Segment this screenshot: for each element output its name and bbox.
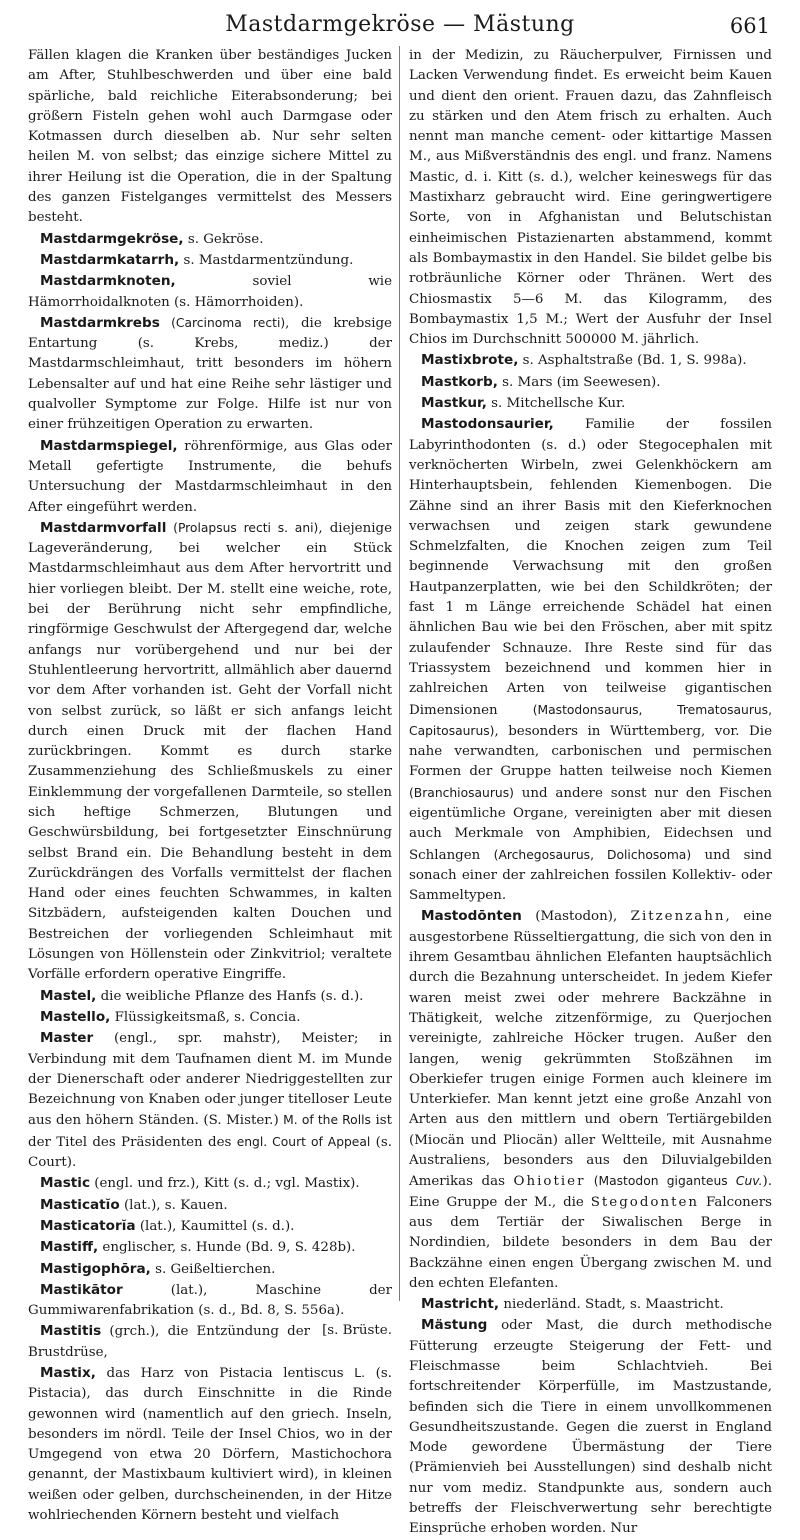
headword: Mastdarmknoten, [40, 273, 176, 290]
entry-text: und sind sonach einer der zahlreichen fossilen Kollektiv- oder Sammeltypen. [409, 847, 772, 904]
entry-text: , besonders in Württemberg, vor. Die nahe verwandten, carbonischen und permischen Formen der Gruppe hatten teilweise noch Kiemen [409, 723, 772, 780]
headword: Mästung [421, 1317, 488, 1334]
latin-term: (Mastodonsaurus, Trematosaurus, Capitosaurus) [409, 702, 772, 738]
headword: Mastodōnten [421, 908, 522, 925]
headword: Mastigophōra, [40, 1260, 151, 1277]
entry-text: s. Gekröse. [183, 231, 264, 247]
entry-masticatoria [28, 1216, 392, 1237]
headword: Mastdarmgekröse, [40, 230, 184, 247]
entry-text: (Mastodon), [521, 909, 631, 925]
entry-text: s. Asphaltstraße (Bd. 1, S. 998a). [518, 353, 747, 369]
headword: Mastixbrote, [421, 352, 519, 369]
latin-term: M. of the Rolls [283, 1113, 371, 1128]
right-column [399, 46, 772, 1537]
entry-text: soviel wie Hämorrhoidalknoten (s. Hämorrhoiden). [28, 274, 392, 310]
headword: Mastdarmkrebs [40, 314, 160, 331]
entry-mastdarmvorfall [28, 518, 392, 986]
latin-term: Cuv. [735, 1174, 763, 1189]
entry-text: (lat.), s. Kauen. [119, 1197, 228, 1213]
entry-mastel [28, 986, 392, 1007]
headword: Master [40, 1030, 94, 1047]
headword: Mastdarmkatarrh, [40, 251, 180, 268]
entry-mastixbrote [409, 350, 772, 371]
headword: Mastiff, [40, 1239, 99, 1256]
entry-text: (engl., spr. mahstr), Meister; in Verbindung mit dem Taufnamen dient M. im Munde der Dienerschaft oder anderer Niedriggestellten zur Bezeichnung von Knaben oder junger titelloser Leute aus den höhern Ständen. (S. Mister.) [28, 1031, 392, 1129]
latin-term: (Archegosaurus, Dolichosoma) [493, 847, 692, 862]
entry-text: oder Mast, die durch methodische Fütterung erzeugte Steigerung der Fett- und Fleischmasse beim Schlachtvieh. Bei fortschreitender Körperfülle, im Mastzustande, befinden sich die Tiere in einem unvollkommenen Gesundheitszustande. Gegen die zuerst in England Mode gewordene Übermästung der Tiere (Prämienvieh bei Ausstellungen) sind deshalb nicht nur vom mediz. Standpunkte aus, sondern auch betreffs der Fleischverwertung sehr berechtigte Einsprüche erhoben worden. Nur [409, 1318, 772, 1537]
page-number: 661 [729, 14, 770, 38]
entry-mastdarmspiegel [28, 436, 392, 518]
entry-mastdarmgekroese [28, 229, 392, 250]
entry-mastkorb [409, 372, 772, 393]
latin-term: (Mastodon giganteus [585, 1174, 736, 1189]
entry-text: s. Geißeltierchen. [150, 1261, 276, 1277]
spaced-term: Stegodonten [590, 1194, 700, 1210]
headword: Mastdarmvorfall [40, 519, 167, 536]
entry-mastdarmkatarrh [28, 250, 392, 271]
entry-mastigophora [28, 1259, 392, 1280]
headword: Mastix, [40, 1365, 96, 1381]
spaced-term: Ohiotier [513, 1174, 586, 1190]
latin-term: (Carcinoma recti) [159, 315, 286, 330]
entry-maestung [409, 1315, 772, 1539]
continuation-paragraph: Fällen klagen die Kranken über beständiges Jucken am After, Stuhlbeschwerden und über eine bald spärliche, bald reichliche Eiterabsonderung; bei größern Fisteln gehen wohl auch Darmgase oder Kotmassen durch dieselben ab. Nur sehr selten heilen M. von selbst; das einzige sichere Mittel zu ihrer Heilung ist die Operation, die in der Spaltung des ganzen Fistelganges vermittelst des Messers besteht. [28, 48, 392, 226]
entry-text: s. Mars (im Seewesen). [497, 374, 661, 390]
entry-text: , eine ausgestorbene Rüsseltiergattung, die sich von den in ihrem Gesamtbau ähnlichen Elefanten hauptsächlich durch die Bezahnung unterscheidet. In jedem Kiefer waren meist zwei oder mehrere Backzähne in Thätigkeit, welche zitzenförmige, zu Querjochen vereinigte, zahlreiche Höcker trugen. Außer den langen, wenig gekrümmten Stoßzähnen im Oberkiefer trugen einige Formen auch kleinere im Unterkiefer. Man kennt jetzt eine große Anzahl von Arten aus den mittlern und obern Tertiärgebilden (Miocän und Pliocän) aller Weltteile, mit Ausnahme Australiens, besonders aus den Diluvialgebilden Amerikas das [409, 909, 772, 1190]
continuation-paragraph: in der Medizin, zu Räucherpulver, Firnissen und Lacken Verwendung findet. Es erweicht beim Kauen und dient den orient. Frauen dazu, das Zahnfleisch zu stärken und den Atem frisch zu erhalten. Auch nennt man manche cement- oder kittartige Massen M., aus Mißverständnis des engl. und franz. Namens Mastic, d. i. Kitt (s. d.), welcher keineswegs für das Mastixharz gebraucht wird. Eine geringwertigere Sorte, von in Afghanistan und Belutschistan einheimischen Pistazienarten abstammend, kommt als Bombaymastix in den Handel. Sie bildet gelbe bis rotbräunliche Körner oder Thränen. Wert des Chiosmastix 5—6 M. das Kilogramm, des Bombaymastix 1,5 M.; Wert der Ausfuhr der Insel Chios im Durchschnitt 500000 M. jährlich. [409, 48, 772, 348]
entry-mastodonsaurier [409, 414, 772, 906]
entry-text: das Harz von Pistacia lentiscus [95, 1366, 355, 1381]
entry-text: röhrenförmige, aus Glas oder Metall gefertigte Instrumente, die behufs Untersuchung der Mastdarmschleimhaut in den After eingeführt werden. [28, 438, 392, 515]
left-column [28, 46, 399, 1524]
entry-text: niederländ. Stadt, s. Maastricht. [499, 1297, 724, 1313]
entry-mastix [28, 1363, 392, 1526]
entry-text: , diejenige Lageveränderung, bei welcher ein Stück Mastdarmschleimhaut aus dem After hervortritt und hier vorliegen bleibt. Der M. stellt eine weiche, rote, bei der Berührung nicht sehr empfindliche, ringförmige Geschwulst der Aftergegend dar, welche anfangs nur vorübergehend und nur bei der Stuhlentleerung hervortritt, allmählich aber dauernd vor dem After vorhanden ist. Geht der Vorfall nicht von selbst zurück, so läßt er sich anfangs leicht durch einen Druck mit der flachen Hand zurückbringen. Kommt es durch starke Zusammenziehung des Schließmuskels zu einer Einklemmung der vorgefallenen Darmteile, so stellen sich heftige Schmerzen, Blutungen und Geschwürsbildung, bei fortgesetzter Einschnürung selbst Brand ein. Die Behandlung besteht in dem Zurückdrängen des Vorfalls vermittelst der flachen Hand oder eines feuchten Schwammes, in kalten Sitzbädern, aufsteigenden kalten Douchen und Bestreichen der vorliegenden Schleimhaut mit Lösungen von Höllenstein oder Zinkvitriol; veraltete Vorfälle erfordern operative Eingriffe. [28, 520, 392, 983]
headword: Mastikātor [40, 1281, 123, 1298]
headword: Mastello, [40, 1008, 111, 1025]
headword: Mastodonsaurier, [421, 416, 554, 433]
latin-term: (Branchiosaurus) [409, 785, 514, 800]
spaced-term: Zitzenzahn [630, 909, 726, 925]
latin-term: L. [354, 1366, 365, 1380]
headword: Mastdarmspiegel, [40, 437, 178, 454]
entry-text: (engl. und frz.), Kitt (s. d.; vgl. Mastix). [90, 1176, 360, 1192]
headword: Mastic [40, 1175, 91, 1192]
headword: Mastitis [40, 1323, 102, 1340]
entry-mastic [28, 1173, 392, 1194]
entry-mastodonten [409, 906, 772, 1294]
entry-text: s. Mastdarmentzündung. [179, 252, 354, 268]
headword: Masticatorĭa [40, 1217, 136, 1234]
entry-text: (s. Court). [28, 1134, 393, 1171]
entry-mastdarmkrebs [28, 313, 392, 436]
entry-text: (lat.), Maschine der Gummiwarenfabrikation (s. d., Bd. 8, S. 556a). [28, 1282, 392, 1319]
entry-mastiff [28, 1237, 392, 1258]
entry-text: englischer, s. Hunde (Bd. 9, S. 428b). [98, 1240, 356, 1256]
entry-text: Familie der fossilen Labyrinthodonten (s. d.) oder Stegocephalen mit verknöcherten Wirbeln, zwei Gelenkhöckern am Hinterhauptsbein, fehlenden Kiemenbogen. Die Zähne sind an ihrer Basis mit den Kieferknochen verwachsen und zeigen stark gewundene Schmelzfalten, die Knochen zeigen zum Teil beginnende Verwachsung mit den großen Hautpanzerplatten, wie bei den Schildkröten; der fast 1 m Länge erreichende Schädel hat einen ähnlichen Bau wie bei den Fröschen, aber mit spitz zulaufender Schnauze. Ihre Reste sind für das Triassystem bezeichnend und kommen hier in zahlreichen Arten von teilweise gigantischen Dimensionen [409, 417, 772, 718]
entry-text: (s. Pistacia), das durch Einschnitte in die Rinde gewonnen wird (namentlich auf den griech. Inseln, besonders im nördl. Teile der Insel Chios, wo in der Umgegend von etwa 20 Dörfern, Mastichochora genannt, der Mastixbaum kultiviert wird), in kleinen weißen oder gelben, durchscheinenden, in der Hitze wohlriechenden Körnern besteht und vielfach [28, 1366, 392, 1524]
running-title: Mastdarmgekröse — Mästung [225, 12, 575, 37]
bracket-tail: [s. Brüste. [322, 1323, 392, 1339]
entry-text: (lat.), Kaumittel (s. d.). [135, 1218, 295, 1234]
headword: Mastkorb, [421, 373, 498, 390]
entry-text: und andere sonst nur den Fischen eigentümliche Organe, vereinigten aber mit diesen auch Merkmale von Amphibien, Eidechsen und Schlangen [409, 785, 772, 863]
headword: Mastel, [40, 987, 97, 1004]
entry-text: Flüssigkeitsmaß, s. Concia. [110, 1009, 301, 1025]
entry-text: (grch.), die Entzündung der Brustdrüse, [28, 1324, 311, 1360]
headword: Mastkur, [421, 395, 487, 412]
entry-mastkur [409, 393, 772, 414]
entry-text: , die krebsige Entartung (s. Krebs, mediz.) der Mastdarmschleimhaut, tritt besonders im höhern Lebensalter auf und hat eine Reihe sehr lästiger und qualvoller Symptome zur Folge. Hilfe ist nur von einer frühzeitigen Operation zu erwarten. [28, 315, 392, 433]
entry-text: ist der Titel des Präsidenten des [28, 1113, 392, 1150]
entry-text: Falconers aus dem Tertiär der Siwalischen Berge in Nordindien, bildete besonders in dem Bau der Backzähne einen engen Übergang zwischen M. und den echten Elefanten. [409, 1194, 772, 1291]
text-columns [28, 46, 772, 1537]
entry-text: die weibliche Pflanze des Hanfs (s. d.). [96, 988, 364, 1004]
entry-mastello [28, 1007, 392, 1028]
headword: Masticatĭo [40, 1196, 120, 1213]
entry-masticatio [28, 1195, 392, 1216]
latin-term: engl. Court of Appeal [236, 1134, 371, 1149]
entry-text: ). Eine Gruppe der M., die [409, 1174, 772, 1210]
entry-text: s. Mitchellsche Kur. [486, 396, 626, 412]
latin-term: (Prolapsus recti s. ani) [166, 520, 319, 535]
entry-master [28, 1028, 392, 1173]
headword: Mastricht, [421, 1296, 500, 1313]
entry-mastdarmknoten [28, 271, 392, 313]
page-header [28, 6, 772, 46]
